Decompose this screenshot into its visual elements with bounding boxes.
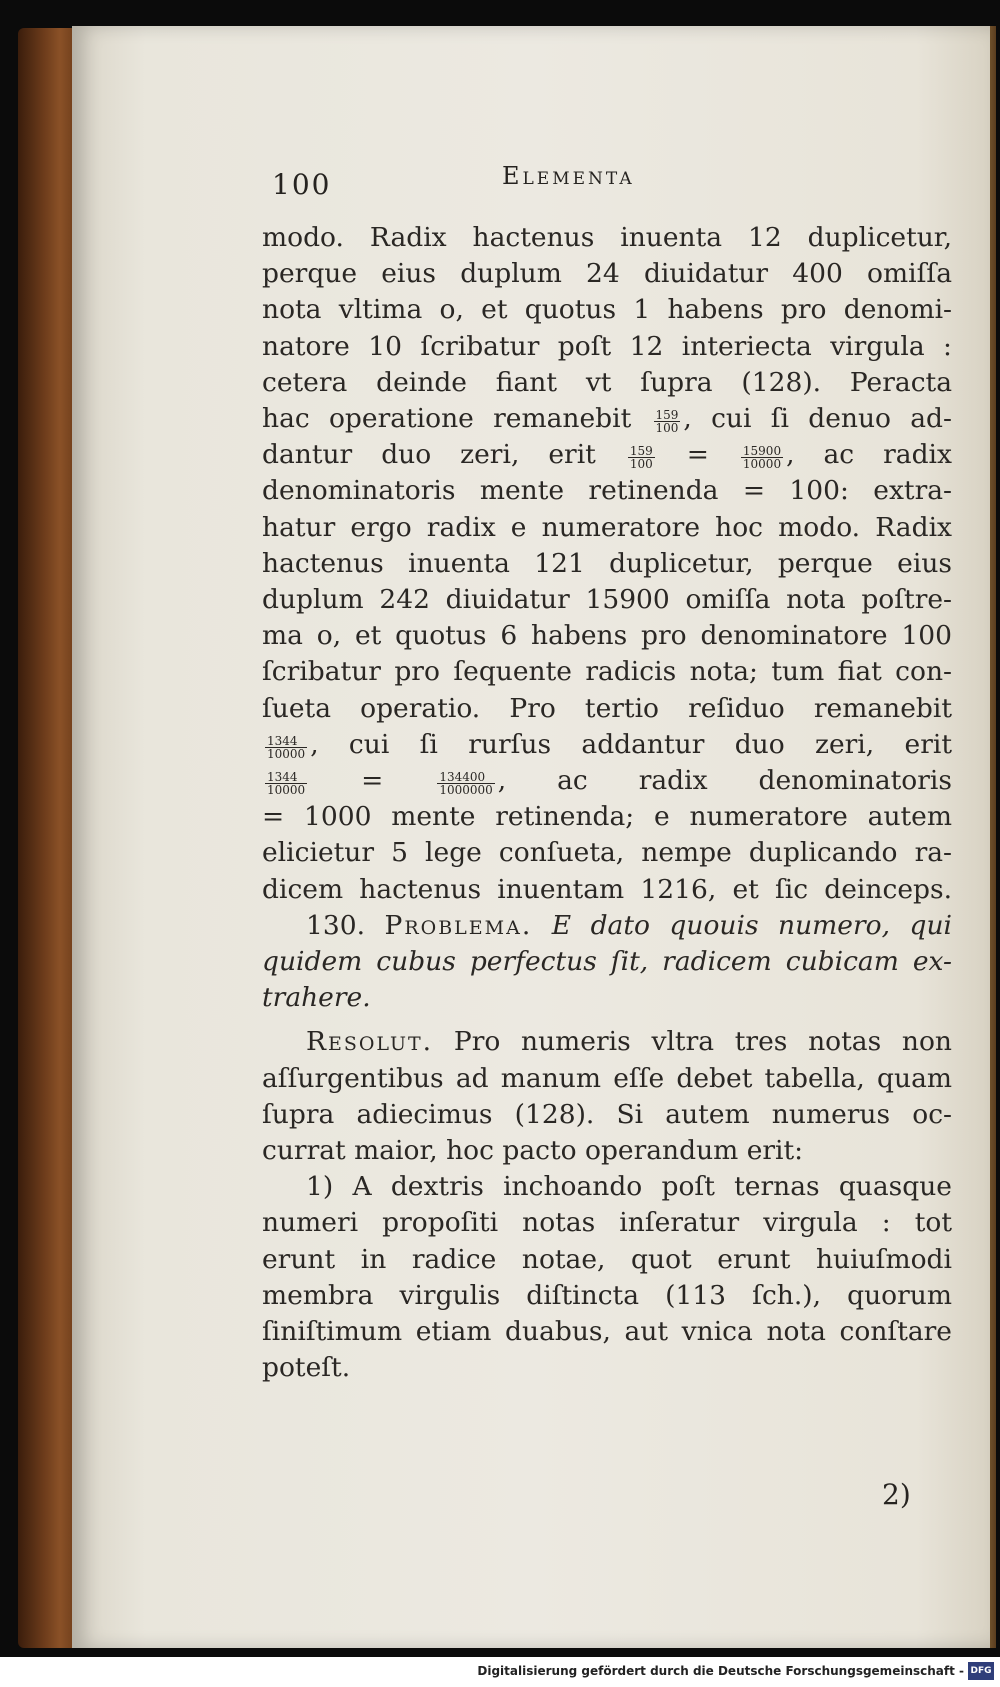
equals-sign: =: [686, 439, 709, 471]
fraction: [265, 735, 307, 760]
text-line: hactenus inuenta 121 duplicetur, perque eius: [262, 547, 952, 579]
text-line: denominatoris mente retinenda = 100: extra-: [262, 475, 952, 507]
fraction: [741, 445, 783, 470]
resolution-heading-line: [262, 1024, 952, 1060]
text-line: modo. Radix hactenus inuenta 12 duplicetur,: [262, 222, 952, 253]
step-line: erunt in radice notae, quot erunt huiuſmodi: [262, 1243, 952, 1275]
step-line: 1) A dextris inchoando poſt ternas quasque: [306, 1171, 952, 1203]
fraction-numerator: 159: [655, 408, 679, 423]
fraction-denominator: 1000000: [439, 783, 493, 798]
text-line: ſueta operatio. Pro tertio reſiduo remanebit: [262, 692, 952, 724]
text-line: ma o, et quotus 6 habens pro denominatore 100: [262, 620, 952, 652]
equals-sign: =: [361, 765, 384, 797]
fraction-numerator: 1344: [265, 735, 307, 748]
page-number: 100: [272, 168, 332, 201]
text-line: dicem hactenus inuentam 1216, et ſic deinceps.: [262, 873, 952, 905]
text-line-with-fraction: [262, 763, 952, 799]
fraction: [654, 409, 681, 434]
fraction-denominator: 100: [629, 457, 653, 472]
fraction-numerator: 15900: [742, 444, 782, 459]
funding-credit: Digitalisierung gefördert durch die Deutsche Forschungsgemeinschaft -: [477, 1664, 964, 1678]
line-text: , ac radix: [786, 439, 952, 471]
line-text: dantur duo zeri, erit: [262, 439, 596, 471]
text-line: hatur ergo radix e numeratore hoc modo. Radix: [262, 511, 952, 543]
running-title: Elementa: [502, 162, 635, 190]
problem-statement: E dato quouis numero, qui: [551, 909, 952, 941]
fraction-denominator: 10000: [267, 783, 306, 798]
page-body-text: [262, 220, 952, 1387]
dfg-logo-icon: DFG: [968, 1662, 994, 1680]
page-header: [72, 138, 990, 201]
fraction-denominator: 10000: [267, 746, 306, 761]
fraction-denominator: 100: [655, 421, 679, 436]
fraction: [265, 771, 307, 796]
problem-statement-line: trahere.: [262, 982, 371, 1014]
line-text: Pro numeris vltra tres notas non: [453, 1026, 952, 1058]
fraction-denominator: 10000: [742, 457, 782, 472]
text-line: aſſurgentibus ad manum eſſe debet tabella, quam: [262, 1062, 952, 1094]
text-line: cetera deinde fiant vt ſupra (128). Peracta: [262, 366, 952, 398]
paragraph-gap: [262, 1016, 952, 1024]
resolution-label: Resolut.: [306, 1026, 434, 1058]
text-line-with-fraction: [262, 401, 952, 437]
line-text: , ac radix denominatoris: [497, 765, 952, 797]
line-text: , cui ſi rurſus addantur duo zeri, erit: [310, 728, 952, 760]
catchword: 2): [882, 1478, 911, 1511]
text-line-with-fraction: [262, 727, 952, 763]
fraction-numerator: 159: [629, 444, 653, 459]
problem-label: Problema.: [384, 909, 533, 941]
text-line: perque eius duplum 24 diuidatur 400 omiſſa: [262, 258, 952, 290]
fraction: [437, 771, 494, 796]
text-line: currat maior, hoc pacto operandum erit:: [262, 1135, 804, 1167]
step-line: numeri propoſiti notas inſeratur virgula : tot: [262, 1207, 952, 1239]
text-line: ſupra adiecimus (128). Si autem numerus oc-: [262, 1098, 952, 1130]
text-line: nota vltima o, et quotus 1 habens pro denomi-: [262, 294, 952, 326]
text-line: ſcribatur pro ſequente radicis nota; tum fiat con-: [262, 656, 952, 688]
line-text: , cui ſi denuo ad-: [683, 403, 952, 435]
step-line: membra virgulis diſtincta (113 ſch.), quorum: [262, 1279, 952, 1311]
digitization-footer: [0, 1657, 1000, 1687]
line-text: hac operatione remanebit: [262, 403, 632, 435]
fraction-numerator: 1344: [265, 771, 307, 784]
fraction-numerator: 134400: [437, 771, 494, 784]
fraction: [628, 445, 655, 470]
problem-heading-line: [262, 908, 952, 944]
problem-statement-line: quidem cubus perfectus ſit, radicem cubicam ex-: [262, 946, 952, 978]
book-page: [72, 26, 990, 1648]
text-line: natore 10 ſcribatur poſt 12 interiecta virgula :: [262, 330, 952, 362]
problem-number: 130.: [306, 909, 366, 941]
text-line: duplum 242 diuidatur 15900 omiſſa nota poſtre-: [262, 584, 952, 616]
step-line: ſiniſtimum etiam duabus, aut vnica nota conſtare: [262, 1316, 952, 1348]
text-line-with-fraction: [262, 437, 952, 473]
text-line: elicietur 5 lege conſueta, nempe duplicando ra-: [262, 837, 952, 869]
step-line: poteſt.: [262, 1352, 351, 1384]
text-line: = 1000 mente retinenda; e numeratore autem: [262, 801, 952, 833]
